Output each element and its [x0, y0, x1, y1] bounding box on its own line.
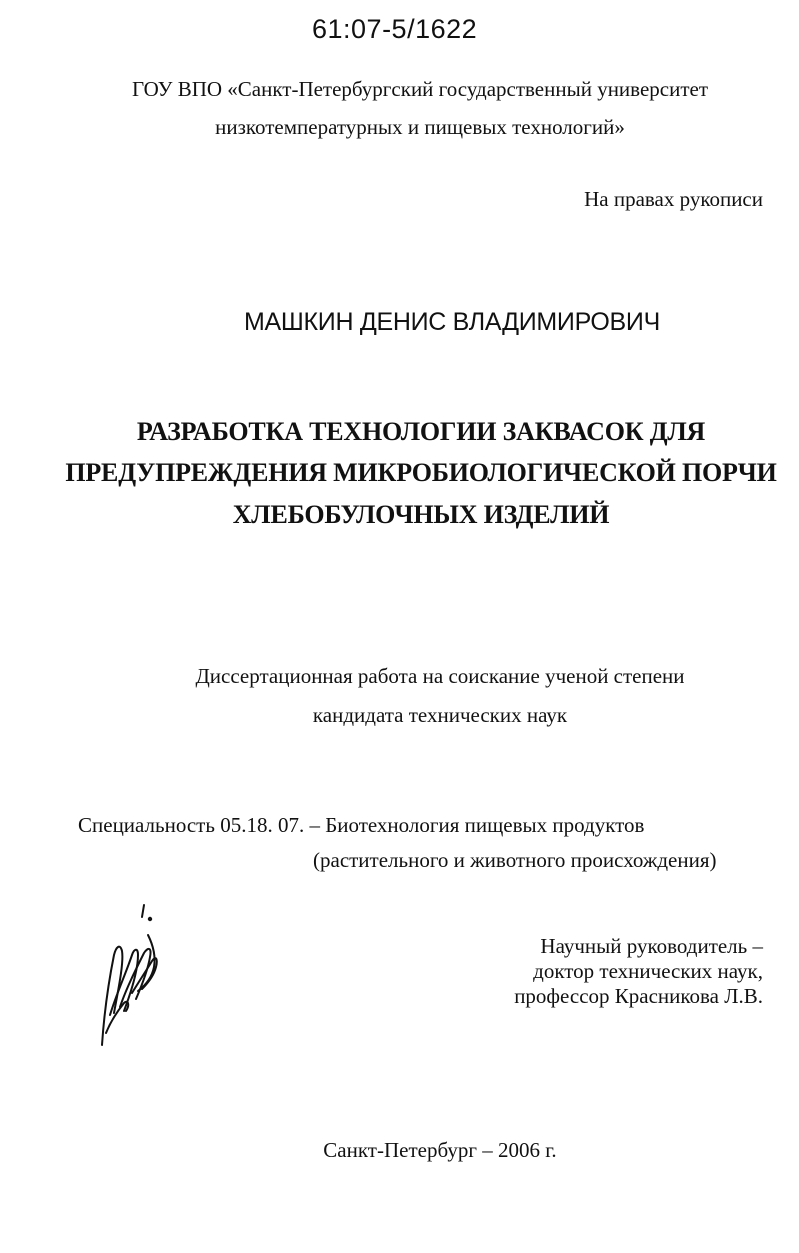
specialty-line-2: (растительного и животного происхождения) — [313, 848, 717, 872]
rights-note: На правах рукописи — [584, 187, 763, 211]
thesis-title-line-1: РАЗРАБОТКА ТЕХНОЛОГИИ ЗАКВАСОК ДЛЯ — [136, 417, 706, 446]
supervisor-line-3: профессор Красникова Л.В. — [514, 984, 763, 1008]
supervisor-line-1: Научный руководитель – — [540, 934, 763, 958]
handwritten-signature-icon — [90, 895, 180, 1055]
institution-line-2: низкотемпературных и пищевых технологий» — [215, 115, 625, 139]
city-year: Санкт-Петербург – 2006 г. — [323, 1138, 557, 1162]
specialty-line-1: Специальность 05.18. 07. – Биотехнология пищевых продуктов — [78, 813, 645, 837]
dissertation-line-1: Диссертационная работа на соискание ученой степени — [195, 664, 685, 688]
author-name: МАШКИН ДЕНИС ВЛАДИМИРОВИЧ — [244, 308, 660, 336]
archive-code: 61:07-5/1622 — [312, 14, 478, 44]
institution-line-1: ГОУ ВПО «Санкт-Петербургский государственный университет — [131, 77, 709, 101]
thesis-title-line-2: ПРЕДУПРЕЖДЕНИЯ МИКРОБИОЛОГИЧЕСКОЙ ПОРЧИ — [65, 458, 777, 487]
dissertation-line-2: кандидата технических наук — [312, 703, 568, 727]
supervisor-line-2: доктор технических наук, — [533, 959, 763, 983]
thesis-title-line-3: ХЛЕБОБУЛОЧНЫХ ИЗДЕЛИЙ — [232, 500, 610, 529]
